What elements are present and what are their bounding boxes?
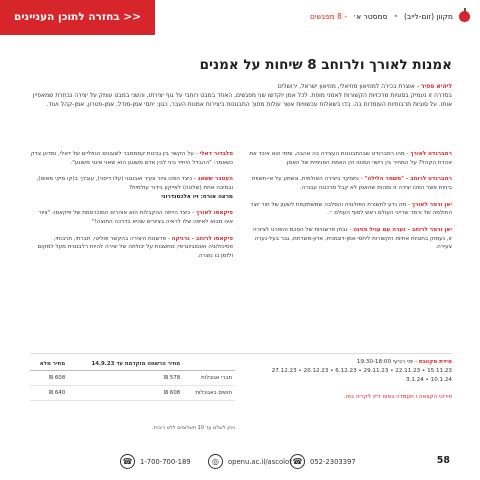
session-heading: יאן ורמר לאורך [411, 201, 452, 208]
session-text: - נתמקד ביצירה האולמית, ונשתע על אי-תשוות ביניות אשר הפכו יצירה זו ומהות שהאמן לא קבל מרכוגה עבורה. [251, 176, 452, 191]
session-heading: פיקאסו לאורך [195, 210, 233, 217]
table-cell: 578 ₪ [68, 371, 183, 386]
phone-icon: ☎ [290, 454, 305, 469]
session-text: - כיצד הייתה ההקבלות הוא אוהרים המוכרסמת של פיקאסו: "ציור אינו מבוא לאיפה שלו לראיה בציורים שהיא בדרכה החוצה!" [38, 210, 233, 225]
session-heading: פיקאסו לרוחב - גרניקה [171, 235, 233, 242]
phone-number-1: 052-2303397 [310, 457, 356, 466]
table-cell: חברי אגוכלות [183, 371, 235, 386]
dates-heading: מידת מקוונת [418, 359, 452, 365]
session-block [30, 209, 233, 226]
back-to-toc-button[interactable]: בחזרה לתוכן העניינים >> [0, 0, 155, 35]
phone-icon: ☎ [120, 454, 135, 469]
page-title: אמנות לאורך ולרוחב 8 שיחות על אמנים [199, 57, 452, 73]
session-block [249, 175, 452, 192]
author-intro [30, 82, 452, 140]
author-description: - אוצרת בכירה למוזיאון מוזיאלי, מוזיאון ישראל, ירושלים [277, 83, 421, 90]
session-heading: העטבר ששאג [197, 176, 233, 183]
table-header-row [30, 358, 235, 371]
dates-list-2: 10.1.24 • 3.1.24 [405, 376, 452, 383]
section-divider [30, 353, 452, 354]
website-contact[interactable] [208, 454, 292, 469]
header-info [310, 11, 470, 22]
registration-link[interactable]: פירוט הקצאה ו תעמדה בפוס ליינ לקריה בפו. [343, 393, 452, 400]
semester-label: סמסטר א׳ [353, 12, 388, 21]
sessions-column-right [249, 150, 452, 260]
page-number: 58 [436, 455, 450, 466]
session-text: - מהו רמברנדט שבהתבוננות העצירה כה אהבה, ומתי הוא איבד את אהדת הקהל? על המחיר בין רישוי המוטו הין האמת הפנימית של האמן. [249, 151, 452, 166]
session-block [30, 235, 233, 261]
table-header-cell: מחיר הרשמה מוקדמת עד 14.9.23 [68, 358, 183, 371]
footer [0, 447, 480, 480]
globe-icon: ◎ [208, 454, 223, 469]
phone-number-2: 1-700-700-189 [140, 457, 191, 466]
session-heading: רמברנדט לאורך [410, 151, 452, 157]
session-text: - מה נדע לחשורת הפולגויה והסלבה שמשתקפת לשעון של תור יוצר החולמה של ורמר שרייני העולם ראש לסוף העולם ״. [250, 201, 452, 217]
meetings-count: - 8 מפגשים [309, 12, 348, 21]
intro-text: בסדרה זו נעמיק בסוגיות מרכזיות הקשורות לאמני מופת. לכל אמן יוקדשו שני מפגשים, האחד במבט רוחבי על גוף יצירתו, והשני במבט עומק על יצירה נבחרת שמאפיין אותו. על סוגיות תרבותיות העומדות בה. בדו בשאלות עכשוויות אשר עולות מתוך התבוננות ביצירות אמנות העבר, כגון: יחסי אמן-מודל, אמן-פטרון, אמן-קהל ועוד. [32, 92, 452, 108]
dates-schedule: - ימי רביעי 19:30-18:00 [356, 359, 419, 365]
phone-contact-2[interactable] [120, 454, 191, 469]
session-block [249, 226, 452, 252]
table-row [30, 386, 235, 401]
session-block [30, 150, 233, 167]
session-heading: סלבדור דאלי [199, 151, 233, 157]
top-bar [0, 0, 480, 35]
table-cell: 608 ₪ [68, 386, 183, 401]
session-text: - פרשנות היצירה בהקשר פוליטי, חברתי, תרבותי, פסיכולוגיה ואוטוביוגרפי; מחשבות על יכולתה של יצירה להיות רלבנטית מעל למקום ולזמן בו נוצרה. [37, 235, 233, 259]
table-row [30, 371, 235, 386]
course-mode: מקוון (זום-לייב) [403, 12, 453, 21]
phone-contact-1[interactable] [290, 454, 356, 469]
session-heading: רמברנדט לרוחב - "משמר הלילה" [364, 176, 452, 183]
session-block [30, 175, 233, 201]
table-cell: חושים באגוכלות [183, 386, 235, 401]
author-name: ליהיא ספיר [420, 83, 452, 90]
sessions-column-left [30, 150, 233, 269]
table-cell: 640 ₪ [30, 386, 68, 401]
dates-list: 15.11.23 • 22.11.23 • 29.11.23 • 6.12.23 • 20.12.23 • 27.12.23 [271, 367, 452, 374]
table-cell: 608 ₪ [30, 371, 68, 386]
session-text: - כיצד הפכו ציור צעיר ואבוגוני (עלו דיסני), עובדך ב(קו מיקי מאוס), ובמיבה אחת (שלטה) לאייקון בידור עולמית? [36, 176, 233, 191]
session-text: - על הקשר בין גבינות קמממבר לשעונים הנוזליים של דאלי, ומדוע צדק כשאמר: "ההבדל היחיד ביני לבין אדם משוגע הוא שאני אינני משוגע". [30, 151, 233, 166]
dates-block [247, 358, 452, 402]
session-block [249, 150, 452, 167]
price-table [30, 358, 235, 401]
apple-icon [459, 11, 470, 22]
header-separator: • [393, 12, 398, 21]
table-header-cell [183, 358, 235, 371]
table-header-cell: מחיר מלא [30, 358, 68, 371]
website-url: openu.ac.il/ascolot [228, 457, 292, 466]
session-heading: יאן ורמר לרוחב - נערה עם עגיל פנינה [353, 226, 452, 233]
guest-lecturer: מרצה אורח: זיו אלכסנדרוני [161, 193, 233, 200]
payment-note: ניתן לשלם עד 10 תשלומים ללא ריבית. [152, 425, 235, 431]
session-text: - נבחן פרשנויות של הסכמ והפורט לציורה זו, נעמוק בחוגיות אתיות הקשורות ליחסי אמן-דוגמנית, אדון-משרתת, גבר בעל-נערה צעירה. [252, 226, 452, 251]
session-block [249, 201, 452, 218]
